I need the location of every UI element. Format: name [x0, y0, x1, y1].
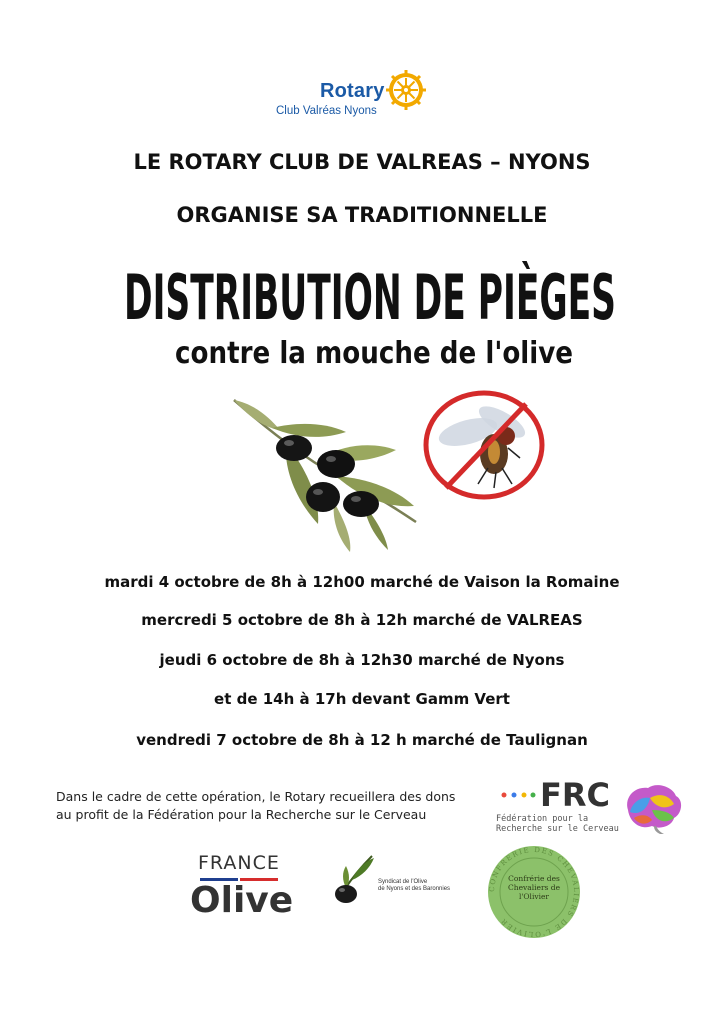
confrerie-line: Chevaliers de	[508, 883, 561, 892]
rotary-wordmark: Rotary	[320, 80, 385, 102]
confrerie-seal	[486, 844, 582, 940]
france-olive-logo	[190, 852, 300, 924]
frc-acronym: FRC	[540, 776, 610, 814]
syndicat-line: Syndicat de l'Olive	[378, 879, 428, 885]
olive-sprig-icon	[332, 850, 378, 908]
donation-line: Dans le cadre de cette opération, le Rotary recueillera des dons	[56, 789, 456, 804]
syndicat-line: de Nyons et des Baronnies	[378, 886, 451, 892]
svg-text:DISTRIBUTION DE PIÈGES: DISTRIBUTION DE PIÈGES	[124, 261, 616, 334]
rotary-wheel-icon	[386, 70, 426, 110]
olive-branch-icon	[226, 392, 426, 554]
subtitle	[172, 330, 577, 376]
frc-subtitle	[496, 814, 619, 834]
donation-line: au profit de la Fédération pour la Recherche sur le Cerveau	[56, 807, 427, 822]
rotary-logo	[276, 70, 428, 120]
confrerie-line: Confrérie des	[508, 874, 560, 883]
main-title	[120, 261, 620, 334]
schedule-item: mardi 4 octobre de 8h à 12h00 marché de Vaison la Romaine	[104, 573, 620, 591]
schedule-item: vendredi 7 octobre de 8h à 12 h marché de Taulignan	[136, 731, 588, 749]
frc-subtitle-line: Fédération pour la	[496, 814, 589, 824]
syndicat-olive-logo	[332, 850, 457, 912]
france-olive-top: FRANCE	[198, 852, 280, 874]
frc-subtitle-line: Recherche sur le Cerveau	[496, 824, 619, 834]
svg-text:CONFRERIE DES CHEVALIERS DE L': CONFRERIE DES CHEVALIERS DE L'OLIVIER	[487, 845, 581, 939]
headline-organizer: LE ROTARY CLUB DE VALREAS – NYONS	[133, 150, 591, 174]
syndicat-text	[378, 879, 450, 893]
brain-icon	[620, 782, 684, 834]
svg-text:contre la mouche de l'olive: contre la mouche de l'olive	[175, 336, 573, 371]
frc-logo	[496, 776, 691, 836]
no-fly-icon	[416, 388, 552, 504]
france-olive-bottom: Olive	[190, 880, 294, 921]
confrerie-line: l'Olivier	[518, 892, 550, 901]
confrerie-text	[508, 874, 560, 901]
schedule-item: et de 14h à 17h devant Gamm Vert	[214, 690, 510, 708]
headline-organizes: ORGANISE SA TRADITIONNELLE	[176, 203, 548, 227]
schedule-item: mercredi 5 octobre de 8h à 12h marché de VALREAS	[141, 611, 583, 629]
frc-dots-icon	[500, 790, 536, 800]
schedule-item: jeudi 6 octobre de 8h à 12h30 marché de Nyons	[159, 651, 565, 669]
rotary-club-name: Club Valréas Nyons	[276, 105, 377, 117]
donation-note	[56, 788, 496, 824]
